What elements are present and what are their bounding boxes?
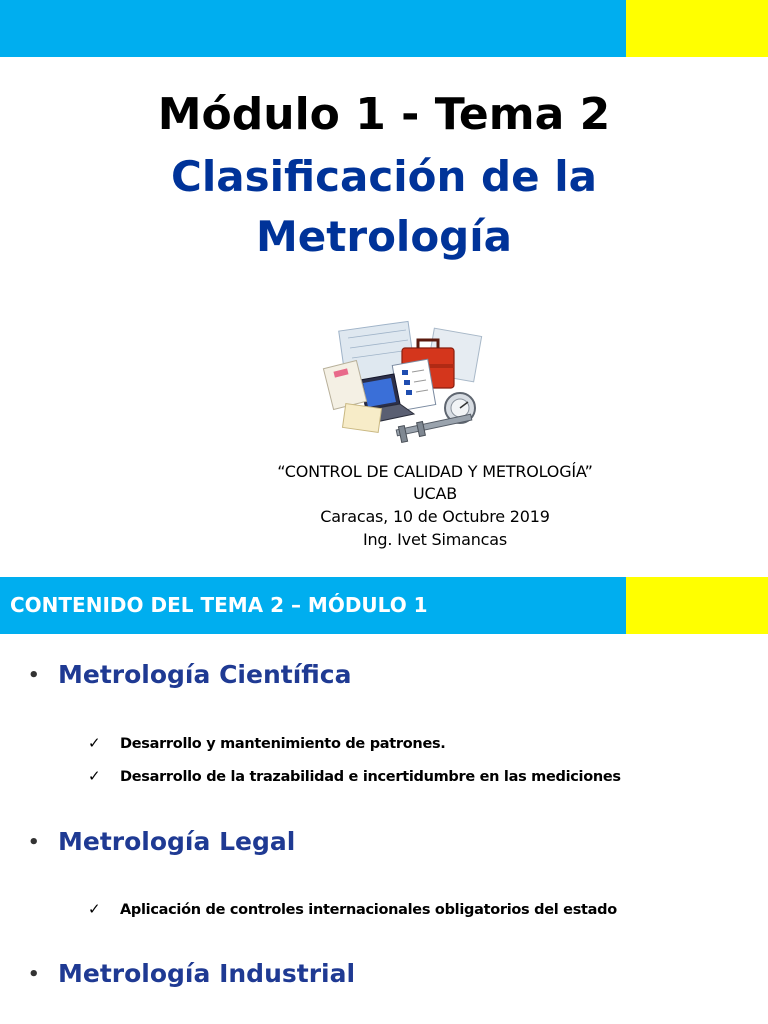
bullet-dot-icon: •: [28, 665, 40, 686]
bullet-item: [28, 824, 295, 861]
bullet-label: Metrología Científica: [58, 660, 352, 689]
slide-subtitle-line1: Clasificación de la: [171, 152, 597, 201]
institution-name: UCAB: [412, 484, 457, 503]
checklist-item: [88, 733, 446, 754]
caliper-icon: [396, 414, 472, 442]
section-band-yellow: [626, 577, 768, 634]
checklist-item-text: Aplicación de controles internacionales obligatorios del estado: [120, 902, 617, 918]
course-name: “CONTROL DE CALIDAD Y METROLOGÍA”: [277, 462, 593, 481]
checklist-item-text: Desarrollo y mantenimiento de patrones.: [120, 736, 446, 752]
checkmark-icon: ✓: [88, 900, 101, 918]
bullet-dot-icon: •: [28, 964, 40, 985]
checklist-item: [88, 899, 617, 920]
top-band-blue: [0, 0, 626, 57]
checkmark-icon: ✓: [88, 734, 101, 752]
section-heading: CONTENIDO DEL TEMA 2 – MÓDULO 1: [10, 593, 428, 617]
presentation-date: Caracas, 10 de Octubre 2019: [320, 507, 550, 526]
top-band-yellow: [626, 0, 768, 57]
bullet-label: Metrología Legal: [58, 827, 296, 856]
slide-title: Módulo 1 - Tema 2: [157, 89, 611, 140]
bullet-label: Metrología Industrial: [58, 959, 356, 988]
checklist-item: [88, 766, 621, 787]
author-name: Ing. Ivet Simancas: [362, 530, 508, 549]
bullet-item: [28, 657, 351, 694]
checkmark-icon: ✓: [88, 767, 101, 785]
checklist-item-text: Desarrollo de la trazabilidad e incertidumbre en las mediciones: [120, 769, 621, 785]
bullet-dot-icon: •: [28, 832, 40, 853]
top-color-band: [0, 0, 768, 57]
slide-subtitle-line2: Metrología: [256, 212, 512, 261]
metrology-tools-clipart: [320, 318, 490, 448]
bullet-item: [28, 956, 355, 993]
